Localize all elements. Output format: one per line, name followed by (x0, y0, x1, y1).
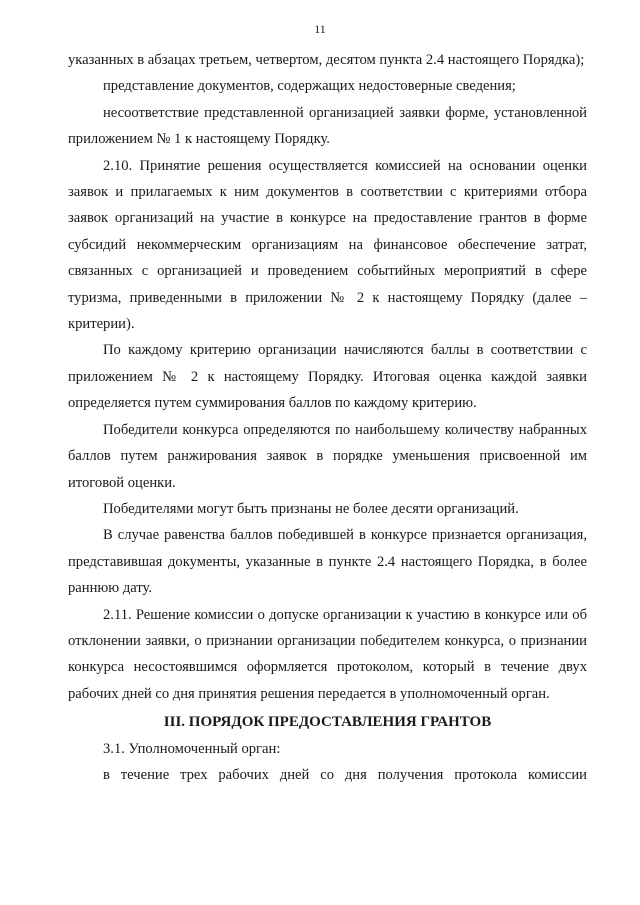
paragraph-winners-limit: Победителями могут быть признаны не более десяти организаций. (103, 500, 519, 517)
document-body (68, 47, 587, 788)
page-number: 11 (314, 22, 326, 36)
paragraph-tie-break: В случае равенства баллов победившей в конкурсе признается организация, представившая документы, указанные в пункте 2.4 настоящего Порядка, в более раннюю дату. (68, 527, 587, 597)
paragraph-3-1-item: в течение трех рабочих дней со дня получения протокола комиссии (103, 766, 587, 783)
paragraph-2-10: 2.10. Принятие решения осуществляется комиссией на основании оценки заявок и прилагаемых к ним документов в соответствии с критериями отбора заявок организаций на участие в конкурсе на предоставление грантов в форме субсидий некоммерческим организациям на финансовое обеспечение затрат, связанных с организацией и проведением событийных мероприятий в сфере туризма, приведенными в приложении № 2 к настоящему Порядку (далее – критерии). (68, 157, 587, 333)
paragraph-continuation: указанных в абзацах третьем, четвертом, десятом пункта 2.4 настоящего Порядка); (68, 52, 585, 68)
paragraph-form-mismatch: несоответствие представленной организацией заявки форме, установленной приложением № 1 к настоящему Порядку. (68, 104, 587, 148)
paragraph-scoring: По каждому критерию организации начисляются баллы в соответствии с приложением № 2 к настоящему Порядку. Итоговая оценка каждой заявки определяется путем суммирования баллов по каждому критерию. (68, 342, 587, 412)
paragraph-3-1: 3.1. Уполномоченный орган: (103, 740, 281, 757)
paragraph-winners: Победители конкурса определяются по наибольшему количеству набранных баллов путем ранжирования заявок в порядке уменьшения присвоенной им итоговой оценки. (68, 421, 587, 491)
paragraph-2-11: 2.11. Решение комиссии о допуске организации к участию в конкурсе или об отклонении заявки, о признании организации победителем конкурса, о признании конкурса несостоявшимся оформляется протоколом, который в течение двух рабочих дней со дня принятия решения передается в уполномоченный орган. (68, 606, 587, 702)
section-heading: III. ПОРЯДОК ПРЕДОСТАВЛЕНИЯ ГРАНТОВ (163, 714, 492, 731)
paragraph-unreliable-docs: представление документов, содержащих недостоверные сведения; (103, 78, 516, 95)
